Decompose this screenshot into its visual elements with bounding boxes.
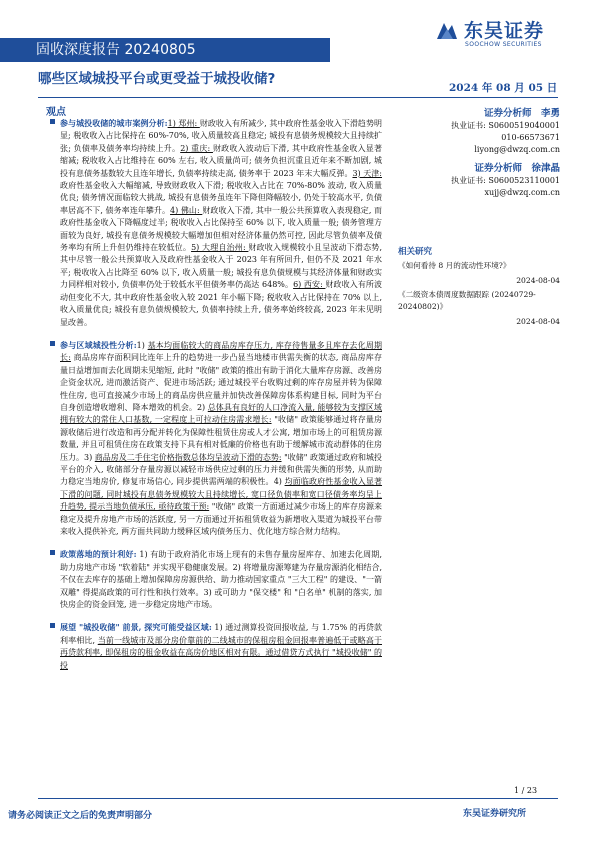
paragraph-text: 财政收入有所波动但变化不大, 其中政府性基金收入较 2021 年小幅下降; 税收收入占比保持在 70% 以上, 收入质量优良; 城投有息负债规模较大, 负债率持续上升, 债务率始终较高, 2023 年未见明显改善。 — [60, 280, 383, 327]
analyst-contact: xujj@dwzq.com.cn — [484, 188, 560, 197]
paragraph-lead: 展望 "城投收储" 前景, 探究可能受益区域: — [60, 622, 212, 633]
analyst-panel — [440, 108, 560, 199]
paragraph-text: "收储" 政策通过政府和城投平台的介入, 收储部分存量房源以减轻市场供应过剩的压力并缓和供需失衡的形势, 从而助力稳定当地房价, 修复市场信心, 同步提供需两端的积极性。 — [60, 452, 383, 487]
paragraph-text: "收储" 政策一方面通过减少市场上的库存房源来稳定及提升房地产市场的活跃度, 另一方面通过开拓租赁收益为新增收入渠道为城投平台带来收入提供补充, 两方面共同助力缓释区域内债务压力、优化地方综合财力结构。 — [60, 502, 382, 536]
highlighted-text: 总体具有良好的人口净流入量, 能够较为支撑区域拥有较大的常住人口基数, 一定程度上可拉动住房需求增长: — [60, 402, 382, 425]
analyst-contact: 010-66573671 — [501, 133, 560, 142]
related-research — [398, 246, 560, 328]
paragraph-text: 4) — [273, 477, 285, 487]
related-report-link[interactable]: 《二级资本债周度数据跟踪 (20240729-20240802)》 — [398, 290, 536, 311]
report-title: 哪些区域城投平台或更受益于城投收储? — [38, 71, 276, 87]
bullet-square-icon — [50, 623, 55, 628]
paragraph-lead: 参与区域城投性分析: — [60, 339, 137, 350]
paragraph-text: 商品房库存面积同比连年上升的趋势进一步凸显当地楼市供需失衡的状态, 商品房库存量日益增加而去化周期未见缩短, 此时 "收储" 政策的推出有助于消化大量库存房源、改善房企资金状况, 进而激活资产、促进市场活跃; 通过城投平台收购过剩的库存房屋并转为保障性住房, 也可直接减少市场上的商品房供应量并加快改善保障房体系构建目标, 同时为平台自身创造增收增利、降本增效的机会。 — [60, 353, 383, 412]
logo-name-en: SOOCHOW SECURITIES — [465, 41, 542, 48]
related-report-date: 2024-08-04 — [516, 276, 560, 285]
company-logo — [434, 16, 560, 56]
report-type-banner: 固收深度报告 20240805 — [0, 38, 330, 62]
highlighted-text: 商品房及二手住宅价格指数总体均呈波动下滑的态势: — [94, 452, 282, 462]
viewpoint-body — [50, 117, 382, 682]
paragraph-text: "收储" 政策能够通过将存量房源收储后进行改造和再分配并转化为保障性租赁住房或人才公寓, 增加市场上的可租赁房源数量, 并且可租赁住房在政策支持下具有相对低廉的价格也有助于缓解城市流动群体的住房压力。 — [60, 415, 382, 462]
highlighted-text: 5) 大理自治州: — [191, 243, 249, 253]
viewpoint-paragraph — [50, 548, 382, 611]
logo-mark-icon — [434, 19, 460, 45]
viewpoint-paragraph — [50, 621, 382, 672]
highlighted-text: 当前一线城市及部分房价靠前的二线城市的保租房租金回报率普遍低于或略高于再贷款利率, 即保租房的租金收益在高房价地区相对有限。通过借贷方式执行 "城投收储" 的投 — [60, 635, 382, 670]
paragraph-text: 政府性基金收入大幅缩减, 导致财政收入下滑; 税收收入占比在 70%-80% 波动, 收入质量优良; 债务情况面临较大挑战, 城投有息债务虽连年下降但降幅较小, 仍处于较高水平, 负债率居高不下, 债务率连年攀升。 — [60, 181, 382, 215]
header-divider — [38, 97, 558, 98]
paragraph-text: 1) — [136, 340, 148, 350]
paragraph-text: 财政收入有所减少, 其中政府性基金收入下滑趋势明显; 税收收入占比保持在 60%-70%, 收入质量较高且稳定; 城投有息债务规模较大且持续扩张; 负债率及债务率均持续上升。 — [60, 119, 382, 153]
bullet-square-icon — [50, 550, 55, 555]
page-number: 1 / 23 — [514, 786, 538, 795]
disclaimer-note: 请务必阅读正文之后的免责声明部分 — [8, 811, 153, 821]
highlighted-text: 均面临政府性基金收入显著下滑的问题, 同时城投有息债务规模较大且持续增长, 宽口径负债率和宽口径债务率均呈上升趋势, 提示当地负债承压, 亟待政策干预: — [60, 477, 383, 512]
logo-name-cn: 东吴证券 — [464, 20, 545, 42]
analyst-contact: liyong@dwzq.com.cn — [474, 145, 560, 154]
paragraph-text: 1) 通过测算投资回报收益, 与 1.75% 的再贷款利率相比, — [60, 623, 382, 645]
footer-divider — [38, 798, 558, 799]
paragraph-text: 1) 有助于政府消化市场上现有的未售存量房屋库存、加速去化周期, 助力房地产市场 "软着陆" 并实现平稳健康发展。2) 将增量房源筹建为存量房源消化相结合, 不仅在去库存的基础上增加保障房房源供给、助力推动国家重点 "三大工程" 的建设、"一箭双雕" 得提高政策的可行性和执行效率。3) 或可助力 "保交楼" 和 "白名单" 机制的落实, 加快房企的资金回笼, 进一步稳定房地产市场。 — [60, 550, 383, 610]
highlighted-text: 3) 天津: — [352, 168, 382, 178]
analyst-contact: 执业证书: S0600519040001 — [451, 121, 560, 130]
paragraph-text: 3) — [84, 452, 95, 462]
institute-name: 东吴证券研究所 — [463, 809, 527, 819]
analyst-name: 证券分析师 徐津晶 — [474, 163, 560, 174]
paragraph-lead: 参与城投收储的城市案例分析: — [60, 118, 168, 128]
bullet-square-icon — [50, 341, 55, 346]
related-report-link[interactable]: 《如何看待 8 月的流动性环境?》 — [398, 261, 511, 270]
analyst-name: 证券分析师 李勇 — [483, 108, 560, 119]
related-research-heading: 相关研究 — [398, 247, 433, 257]
viewpoint-paragraph — [50, 339, 382, 539]
bullet-square-icon — [50, 119, 55, 124]
viewpoint-paragraph — [50, 117, 382, 329]
highlighted-text: 4) 佛山: — [170, 205, 203, 215]
paragraph-lead: 政策落地的预计利好: — [60, 549, 137, 560]
highlighted-text: 基本均面临较大的商品房库存压力, 库存待售量多且库存去化周期长: — [60, 340, 382, 363]
highlighted-text: 2) 重庆: — [180, 143, 213, 153]
paragraph-text: 财政收入规模较小且呈波动下滑态势, 其中尽管一般公共预算收入及政府性基金收入于 2023 年有所回升, 但仍不及 2021 年水平; 税收收入占比降至 60% 以下, 收入质量一般; 城投有息负债规模与其经济体量和财政实力同样相对较小, 负债率仍处于较低水平但债务率仍高达 648%。 — [60, 243, 383, 290]
section-label-viewpoint: 观点 — [46, 107, 66, 118]
paragraph-text: 2) — [196, 402, 208, 412]
paragraph-text: 财政收入下滑, 其中一般公共预算收入表现稳定, 而政府性基金收入下降幅度过半; 税收收入占比保持至 60% 以下, 收入质量一般; 债务管理方面较为良好, 城投有息债务规模较大幅增加但相对经济体量仍然可控, 因此尽管负债率及债务率均有所上升但仍维持在较低位。 — [60, 205, 382, 253]
highlighted-text: 6) 西安: — [293, 280, 326, 290]
paragraph-text: 财政收入波动后下滑, 其中政府性基金收入显著缩减; 税收收入占比维持在 60% 左右, 收入质量尚可; 债务负担沉重且近年来不断加剧, 城投有息债务基数较大且连年增长, 负债率持续走高, 债务率于 2023 年末大幅反弹。 — [60, 143, 382, 178]
highlighted-text: 1) 郑州: — [167, 119, 200, 128]
related-report-date: 2024-08-04 — [516, 317, 560, 326]
report-date: 2024 年 08 月 05 日 — [449, 82, 558, 94]
analyst-contact: 执业证书: S0600523110001 — [451, 176, 560, 185]
